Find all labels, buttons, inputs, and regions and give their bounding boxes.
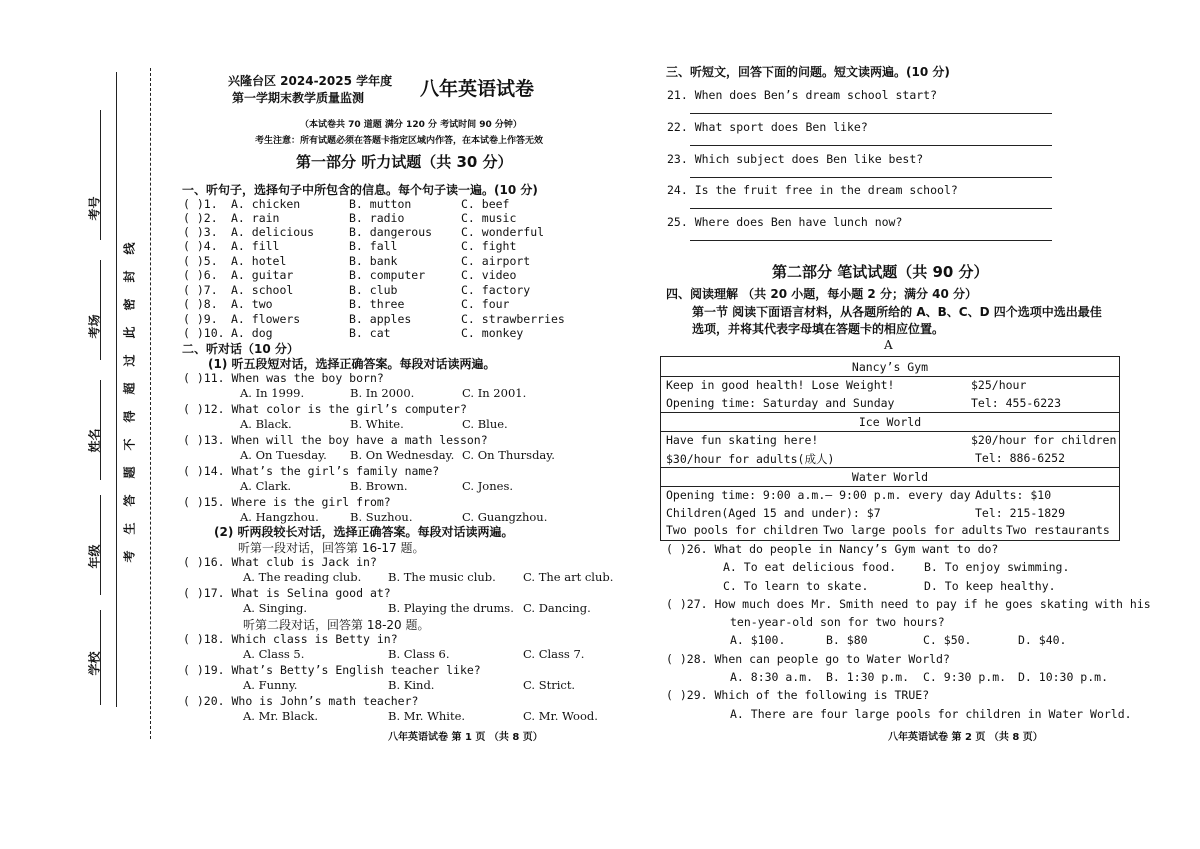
exam-info: （本试卷共 70 道题 满分 120 分 考试时间 90 分钟） <box>300 120 522 130</box>
option-b: B. Brown. <box>350 479 408 493</box>
seal-char: 超 <box>122 382 137 395</box>
question-27-cont: ten-year-old son for two hours? <box>730 615 945 629</box>
question-text: When was the boy born? <box>231 371 384 385</box>
answer-bracket[interactable]: ( )19. <box>183 663 225 677</box>
question-13 <box>183 433 488 447</box>
option-c: C. airport <box>461 254 531 268</box>
answer-line-24[interactable] <box>690 208 1052 209</box>
option-b: B. Kind. <box>388 678 435 692</box>
answer-bracket[interactable]: ( )2. <box>183 211 218 225</box>
option-a: A. guitar <box>231 268 294 282</box>
option-b: B. cat <box>349 326 391 340</box>
option-b: B. dangerous <box>349 225 433 239</box>
question-11 <box>183 371 384 385</box>
answer-bracket[interactable]: ( )13. <box>183 433 225 447</box>
option-c: C. video <box>461 268 517 282</box>
option-b: B. Suzhou. <box>350 510 413 524</box>
question-text: What do people in Nancy’s Gym want to do? <box>714 542 999 556</box>
divider <box>661 486 1119 487</box>
answer-bracket[interactable]: ( )7. <box>183 283 218 297</box>
question-text: Which class is Betty in? <box>231 632 398 646</box>
water-hours: Opening time: 9:00 a.m.– 9:00 p.m. every day <box>666 488 971 502</box>
field-exam-room-line[interactable] <box>100 260 101 360</box>
option-c: C. Dancing. <box>523 601 591 615</box>
seal-char: 考 <box>122 550 137 563</box>
seal-char: 过 <box>122 354 137 367</box>
water-child-pools: Two pools for children <box>666 523 819 537</box>
binding-solid-line <box>116 72 117 707</box>
answer-bracket[interactable]: ( )6. <box>183 268 218 282</box>
answer-line-21[interactable] <box>690 113 1052 114</box>
option-a: A. flowers <box>231 312 301 326</box>
option-a: A. $100. <box>730 633 786 647</box>
gym-price: $25/hour <box>971 378 1027 392</box>
section1-heading: 一、听句子，选择句子中所包含的信息。每个句子读一遍。(10 分) <box>182 183 538 197</box>
option-c: C. monkey <box>461 326 524 340</box>
seal-char: 封 <box>122 270 137 283</box>
option-b: B. $80 <box>826 633 868 647</box>
question-text: Who is John’s math teacher? <box>231 694 419 708</box>
divider <box>661 376 1119 377</box>
answer-bracket[interactable]: ( )11. <box>183 371 225 385</box>
question-17 <box>183 586 391 600</box>
option-a: A. dog <box>231 326 273 340</box>
option-b: B. Class 6. <box>388 647 450 661</box>
option-b: B. fall <box>349 239 398 253</box>
option-a: A. Hangzhou. <box>240 510 319 524</box>
question-text: When will the boy have a math lesson? <box>231 433 488 447</box>
answer-bracket[interactable]: ( )4. <box>183 239 218 253</box>
answer-line-25[interactable] <box>690 240 1052 241</box>
option-a: A. school <box>231 283 294 297</box>
question-23: 23. Which subject does Ben like best? <box>667 152 924 166</box>
option-c: C. four <box>461 297 510 311</box>
option-b: B. Playing the drums. <box>388 601 514 615</box>
water-child-price: Children(Aged 15 and under): $7 <box>666 506 881 520</box>
option-a: A. Singing. <box>243 601 308 615</box>
option-b: B. three <box>349 297 405 311</box>
label-name: 姓名 <box>87 428 102 453</box>
option-c: C. In 2001. <box>462 386 527 400</box>
question-21: 21. When does Ben’s dream school start? <box>667 88 938 102</box>
option-b: B. On Wednesday. <box>350 448 455 462</box>
question-text: What is Selina good at? <box>231 586 391 600</box>
question-text: What club is Jack in? <box>231 555 377 569</box>
option-a: A. The reading club. <box>243 570 362 584</box>
answer-line-23[interactable] <box>690 177 1052 178</box>
ice-slogan: Have fun skating here! <box>666 433 819 447</box>
option-a: A. delicious <box>231 225 315 239</box>
divider <box>661 431 1119 432</box>
question-16 <box>183 555 377 569</box>
option-a: A. Clark. <box>240 479 292 493</box>
dialog2-instruction: 听第二段对话，回答第 18-20 题。 <box>243 618 430 632</box>
ice-tel: Tel: 886-6252 <box>975 451 1066 465</box>
option-c: C. Jones. <box>462 479 514 493</box>
seal-char: 得 <box>122 410 137 423</box>
seal-char: 生 <box>122 522 137 535</box>
option-b: B. club <box>349 283 398 297</box>
field-school-line[interactable] <box>100 610 101 705</box>
option-a: A. fill <box>231 239 280 253</box>
dialog1-instruction: 听第一段对话，回答第 16-17 题。 <box>238 541 425 555</box>
option-a: A. Class 5. <box>243 647 305 661</box>
question-29 <box>666 688 929 702</box>
option-a: A. In 1999. <box>240 386 305 400</box>
ice-name: Ice World <box>858 415 922 429</box>
question-18 <box>183 632 398 646</box>
section4-instruction-1: 第一节 阅读下面语言材料，从各题所给的 A、B、C、D 四个选项中选出最佳 <box>692 305 1102 319</box>
option-c: C. To learn to skate. <box>723 579 869 593</box>
option-a: A. To eat delicious food. <box>723 560 897 574</box>
option-a: A. 8:30 a.m. <box>730 670 814 684</box>
option-c: C. fight <box>461 239 517 253</box>
option-b: B. mutton <box>349 197 412 211</box>
ads-table <box>660 356 1120 541</box>
question-text: What’s the girl’s family name? <box>231 464 440 478</box>
option-b: B. The music club. <box>388 570 496 584</box>
water-adult-price: Adults: $10 <box>975 488 1052 502</box>
option-c: C. strawberries <box>461 312 565 326</box>
answer-bracket[interactable]: ( )18. <box>183 632 225 646</box>
option-a: A. rain <box>231 211 280 225</box>
option-b: B. apples <box>349 312 412 326</box>
question-28 <box>666 652 950 666</box>
field-name-line[interactable] <box>100 380 101 480</box>
option-c: C. music <box>461 211 517 225</box>
answer-bracket[interactable]: ( )27. <box>666 597 708 611</box>
section2-sub1: (1) 听五段短对话，选择正确答案。每段对话读两遍。 <box>208 357 496 371</box>
option-a: A. Mr. Black. <box>243 709 318 723</box>
answer-bracket[interactable]: ( )28. <box>666 652 708 666</box>
question-12 <box>183 402 467 416</box>
answer-bracket[interactable]: ( )17. <box>183 586 225 600</box>
gym-tel: Tel: 455-6223 <box>971 396 1062 410</box>
header-term: 第一学期末教学质量监测 <box>232 91 365 105</box>
option-b: B. bank <box>349 254 398 268</box>
question-24: 24. Is the fruit free in the dream school? <box>667 183 958 197</box>
answer-bracket[interactable]: ( )20. <box>183 694 225 708</box>
question-20 <box>183 694 418 708</box>
seal-char: 密 <box>122 298 137 311</box>
answer-bracket[interactable]: ( )9. <box>183 312 218 326</box>
question-text: Where is the girl from? <box>231 495 391 509</box>
option-a: A. two <box>231 297 273 311</box>
option-c: C. Blue. <box>462 417 508 431</box>
header-district: 兴隆台区 2024-2025 学年度 <box>228 74 393 88</box>
option-a: A. Black. <box>240 417 292 431</box>
ice-child-price: $20/hour for children <box>971 433 1117 447</box>
label-exam-number: 考号 <box>87 196 102 221</box>
question-text: What color is the girl’s computer? <box>231 402 467 416</box>
option-b: B. Mr. White. <box>388 709 466 723</box>
ice-adult-price: $30/hour for adults(成人) <box>666 452 835 466</box>
question-14 <box>183 464 439 478</box>
gym-slogan: Keep in good health! Lose Weight! <box>666 378 895 392</box>
part2-title: 第二部分 笔试试题（共 90 分） <box>772 263 989 281</box>
answer-bracket[interactable]: ( )29. <box>666 688 708 702</box>
water-tel: Tel: 215-1829 <box>975 506 1066 520</box>
question-27 <box>666 597 1151 611</box>
gym-hours: Opening time: Saturday and Sunday <box>666 396 895 410</box>
option-b: B. White. <box>350 417 404 431</box>
option-c: C. $50. <box>923 633 972 647</box>
label-exam-room: 考场 <box>87 314 102 339</box>
answer-bracket[interactable]: ( )1. <box>183 197 218 211</box>
divider <box>661 467 1119 468</box>
option-a: A. On Tuesday. <box>240 448 327 462</box>
answer-bracket[interactable]: ( )12. <box>183 402 225 416</box>
answer-bracket[interactable]: ( )15. <box>183 495 225 509</box>
binding-dashed-line <box>150 68 151 739</box>
option-a: A. There are four large pools for children in Water World. <box>730 707 1132 721</box>
question-text: What’s Betty’s English teacher like? <box>231 663 481 677</box>
section2-heading: 二、听对话（10 分） <box>182 342 299 356</box>
option-c: C. Strict. <box>523 678 576 692</box>
option-a: A. Funny. <box>243 678 298 692</box>
section3-heading: 三、听短文，回答下面的问题。短文读两遍。(10 分) <box>666 65 950 79</box>
seal-char: 不 <box>122 438 137 451</box>
option-c: C. Guangzhou. <box>462 510 548 524</box>
answer-bracket[interactable]: ( )5. <box>183 254 218 268</box>
seal-char: 答 <box>122 494 137 507</box>
question-text: Which of the following is TRUE? <box>714 688 930 702</box>
label-school: 学校 <box>87 651 102 676</box>
page-title: 八年英语试卷 <box>420 78 535 100</box>
exam-notice: 考生注意：所有试题必须在答题卡指定区域内作答，在本试卷上作答无效 <box>255 136 544 146</box>
water-adult-pools: Two large pools for adults <box>823 523 1004 537</box>
answer-bracket[interactable]: ( )3. <box>183 225 218 239</box>
option-b: B. radio <box>349 211 405 225</box>
divider <box>661 412 1119 413</box>
question-15 <box>183 495 391 509</box>
water-restaurants: Two restaurants <box>1006 523 1110 537</box>
seal-char: 题 <box>122 466 137 479</box>
option-c: C. beef <box>461 197 510 211</box>
answer-bracket[interactable]: ( )16. <box>183 555 225 569</box>
question-26 <box>666 542 998 556</box>
question-19 <box>183 663 481 677</box>
field-exam-number-line[interactable] <box>100 110 101 240</box>
page-footer-left: 八年英语试卷 第 1 页 （共 8 页） <box>388 732 543 743</box>
field-grade-line[interactable] <box>100 495 101 595</box>
question-text: When can people go to Water World? <box>714 652 950 666</box>
water-name: Water World <box>851 470 929 484</box>
page-footer-right: 八年英语试卷 第 2 页 （共 8 页） <box>888 732 1043 743</box>
section2-sub2: (2) 听两段较长对话，选择正确答案。每段对话读两遍。 <box>214 525 514 539</box>
section4-heading: 四、阅读理解 （共 20 小题，每小题 2 分；满分 40 分） <box>666 287 977 301</box>
part1-title: 第一部分 听力试题（共 30 分） <box>296 153 513 171</box>
passage-label: A <box>884 338 893 352</box>
seal-char: 此 <box>122 326 137 339</box>
option-b: B. 1:30 p.m. <box>826 670 910 684</box>
question-text: How much does Mr. Smith need to pay if he goes skating with his <box>714 597 1151 611</box>
option-c: C. wonderful <box>461 225 545 239</box>
option-a: A. chicken <box>231 197 301 211</box>
gym-name: Nancy’s Gym <box>851 360 929 374</box>
option-c: C. Mr. Wood. <box>523 709 598 723</box>
option-d: D. 10:30 p.m. <box>1018 670 1109 684</box>
answer-bracket[interactable]: ( )10. <box>183 326 225 340</box>
answer-bracket[interactable]: ( )26. <box>666 542 708 556</box>
option-b: B. In 2000. <box>350 386 415 400</box>
option-a: A. hotel <box>231 254 287 268</box>
option-d: D. To keep healthy. <box>924 579 1056 593</box>
option-b: B. To enjoy swimming. <box>924 560 1070 574</box>
label-grade: 年级 <box>87 544 102 569</box>
question-22: 22. What sport does Ben like? <box>667 120 868 134</box>
option-b: B. computer <box>349 268 426 282</box>
option-c: C. 9:30 p.m. <box>923 670 1007 684</box>
option-c: C. On Thursday. <box>462 448 555 462</box>
seal-char: 线 <box>122 242 137 255</box>
option-d: D. $40. <box>1018 633 1067 647</box>
question-25: 25. Where does Ben have lunch now? <box>667 215 903 229</box>
answer-bracket[interactable]: ( )8. <box>183 297 218 311</box>
answer-bracket[interactable]: ( )14. <box>183 464 225 478</box>
option-c: C. The art club. <box>523 570 614 584</box>
option-c: C. factory <box>461 283 531 297</box>
section4-instruction-2: 选项，并将其代表字母填在答题卡的相应位置。 <box>692 322 945 336</box>
answer-line-22[interactable] <box>690 145 1052 146</box>
option-c: C. Class 7. <box>523 647 585 661</box>
